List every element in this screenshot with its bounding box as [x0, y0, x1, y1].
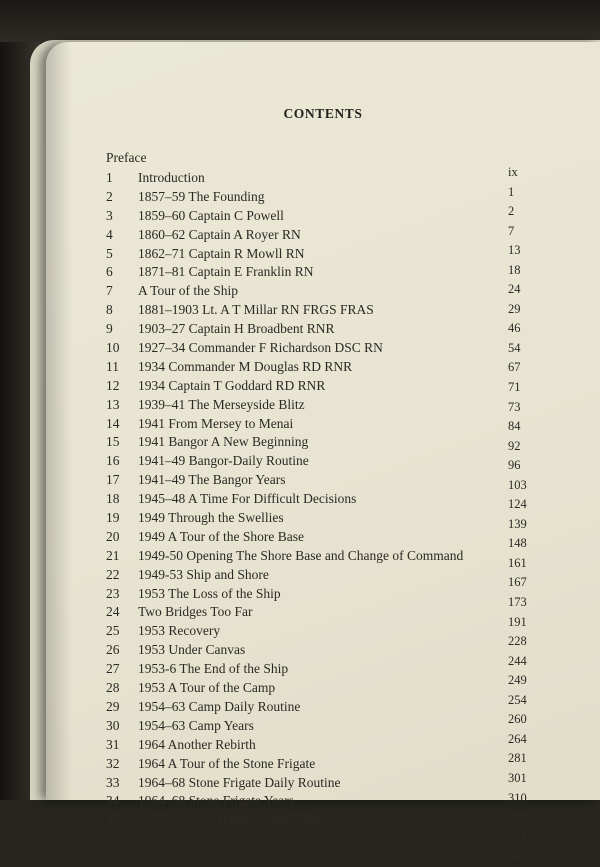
chapter-number: 5: [106, 245, 113, 261]
chapter-entry: [106, 282, 546, 301]
page-number: 191: [508, 614, 527, 629]
chapter-title: Introduction: [138, 170, 205, 185]
chapter-title: 1964–68 Stone Frigate Years: [138, 793, 294, 809]
chapter-number: 25: [106, 623, 120, 639]
chapter-title: 1862–71 Captain R Mowll RN: [138, 245, 305, 261]
chapter-number: 35: [106, 812, 120, 828]
chapter-entry: [106, 792, 546, 811]
chapter-entry: [106, 698, 546, 717]
chapter-title: 1965–69 New Hands on the Tiller: [138, 812, 322, 828]
chapter-number: 6: [106, 264, 113, 280]
page-number: 316: [508, 810, 527, 825]
chapter-number: 30: [106, 717, 120, 733]
chapter-number: 1: [106, 170, 113, 185]
chapter-entry: [106, 755, 546, 774]
chapter-title: 1934 Commander M Douglas RD RNR: [138, 358, 353, 374]
chapter-number: 27: [106, 661, 120, 677]
page-number: 167: [508, 575, 527, 590]
page-number: 254: [508, 692, 527, 707]
chapter-title: 1953 The Loss of the Ship: [138, 585, 281, 601]
chapter-title: 1881–1903 Lt. A T Millar RN FRGS FRAS: [138, 302, 374, 318]
chapter-number: 33: [106, 774, 120, 790]
chapter-number: 28: [106, 680, 120, 696]
page-number: 228: [508, 634, 527, 649]
chapter-entry: [106, 188, 546, 207]
chapter-entry: [106, 263, 546, 282]
chapter-entry: [106, 641, 546, 660]
chapter-number: 13: [106, 396, 120, 412]
chapter-number: 11: [106, 358, 119, 374]
book-page: [46, 42, 600, 864]
chapter-number: 4: [106, 226, 113, 242]
chapter-entry: [106, 396, 546, 415]
chapter-number: 2: [106, 188, 113, 204]
page-number: 148: [508, 536, 527, 551]
chapter-entry: [106, 509, 546, 528]
chapter-title: 1941–49 Bangor-Daily Routine: [138, 453, 309, 469]
chapter-entry: [106, 339, 546, 358]
chapter-title: 1949 Through the Swellies: [138, 510, 284, 526]
chapter-entry: [106, 547, 546, 566]
page-number: 331: [508, 829, 527, 844]
page-number: 301: [508, 770, 527, 785]
chapter-entry: [106, 811, 546, 830]
page-number: 54: [508, 340, 521, 355]
chapter-title: 1941 From Mersey to Menai: [138, 415, 294, 431]
chapter-title: 1953-6 The End of the Ship: [138, 661, 289, 677]
chapter-entry: [106, 452, 546, 471]
chapter-entry: [106, 301, 546, 320]
page-number: 281: [508, 751, 527, 766]
page-number: 264: [508, 731, 527, 746]
page-number: 161: [508, 555, 527, 570]
chapter-number: 26: [106, 642, 120, 658]
chapter-number: 10: [106, 340, 120, 356]
chapter-entry: [106, 528, 546, 547]
chapter-title: 1964 Another Rebirth: [138, 736, 256, 752]
chapter-entry: [106, 377, 546, 396]
chapter-entry: [106, 207, 546, 226]
chapter-number: 21: [106, 547, 120, 563]
chapter-number: 23: [106, 585, 120, 601]
chapter-number: 17: [106, 472, 120, 488]
chapter-entry: [106, 471, 546, 490]
chapter-number: 24: [106, 604, 120, 620]
chapter-title: 1860–62 Captain A Royer RN: [138, 226, 301, 242]
chapter-entry: [106, 622, 546, 641]
chapter-title: 1949-53 Ship and Shore: [138, 566, 269, 582]
page-number-column: [508, 163, 568, 867]
page-number: 84: [508, 419, 521, 434]
chapter-entry: [106, 415, 546, 434]
page-number: 18: [508, 262, 521, 277]
page-number: 24: [508, 282, 521, 297]
page-number: 341: [508, 849, 527, 864]
page-number: 67: [508, 360, 521, 375]
chapter-title: 1954–63 Camp Daily Routine: [138, 698, 301, 714]
chapter-entry: [106, 490, 546, 509]
page-number: 1: [508, 184, 515, 199]
page-number: 249: [508, 673, 527, 688]
chapter-entry: [106, 736, 546, 755]
chapter-title: Two Bridges Too Far: [138, 604, 253, 620]
page-number: 244: [508, 653, 527, 668]
chapter-title: 1954–63 Camp Years: [138, 717, 254, 733]
chapter-number: 22: [106, 566, 120, 582]
chapter-number: 14: [106, 415, 120, 431]
chapter-number: 18: [106, 491, 120, 507]
chapter-number: 19: [106, 510, 120, 526]
chapter-number: 8: [106, 302, 113, 318]
chapter-number: 20: [106, 528, 120, 544]
chapter-title: 1934 Captain T Goddard RD RNR: [138, 377, 326, 393]
chapter-number: 9: [106, 321, 113, 337]
page-number: 96: [508, 458, 521, 473]
chapter-number: 29: [106, 698, 120, 714]
chapter-number: 34: [106, 793, 120, 809]
chapter-title: 1903–27 Captain H Broadbent RNR: [138, 321, 335, 337]
page-number: 2: [508, 204, 515, 219]
preface-label: Preface: [106, 150, 147, 165]
page-number: 71: [508, 380, 521, 395]
page-number: 173: [508, 595, 527, 610]
chapter-title: 1953 A Tour of the Camp: [138, 680, 276, 696]
chapter-number: 15: [106, 434, 120, 450]
chapter-entry: [106, 660, 546, 679]
page-number: 260: [508, 712, 527, 727]
page-number: 124: [508, 497, 527, 512]
chapter-number: 12: [106, 377, 120, 393]
page-number: 103: [508, 477, 527, 492]
chapter-entry: [106, 320, 546, 339]
chapter-number: 31: [106, 736, 120, 752]
chapter-title: 1949-50 Opening The Shore Base and Change of Command: [138, 547, 464, 563]
chapter-title: 1927–34 Commander F Richardson DSC RN: [138, 340, 383, 356]
chapter-number: 32: [106, 755, 120, 771]
chapter-title: 1949 A Tour of the Shore Base: [138, 528, 305, 544]
page-number: 29: [508, 301, 521, 316]
chapter-list: [106, 169, 546, 830]
chapter-number: 16: [106, 453, 120, 469]
chapter-entry: [106, 433, 546, 452]
chapter-entry: [106, 585, 546, 604]
chapter-entry: [106, 226, 546, 245]
chapter-entry: [106, 679, 546, 698]
chapter-title: 1857–59 The Founding: [138, 188, 265, 204]
chapter-title: 1964 A Tour of the Stone Frigate: [138, 755, 316, 771]
chapter-title: 1964–68 Stone Frigate Daily Routine: [138, 774, 341, 790]
contents-heading: CONTENTS: [283, 106, 363, 121]
chapter-title: 1945–48 A Time For Difficult Decisions: [138, 491, 357, 507]
chapter-title: 1953 Recovery: [138, 623, 221, 639]
chapter-entry: [106, 245, 546, 264]
page-number: 7: [508, 223, 515, 238]
chapter-title: 1941–49 The Bangor Years: [138, 472, 286, 488]
chapter-title: 1871–81 Captain E Franklin RN: [138, 264, 314, 280]
chapter-title: 1859–60 Captain C Powell: [138, 207, 284, 223]
page-number: 13: [508, 243, 521, 258]
chapter-number: 7: [106, 283, 113, 299]
chapter-entry: [106, 717, 546, 736]
page-number: ix: [508, 165, 518, 179]
background-top: [0, 0, 600, 42]
chapter-title: A Tour of the Ship: [138, 283, 239, 299]
chapter-entry: [106, 566, 546, 585]
page-number: 92: [508, 438, 521, 453]
page-number: 310: [508, 790, 527, 805]
page-number: 73: [508, 399, 521, 414]
page-number: 139: [508, 516, 527, 531]
chapter-entry: [106, 774, 546, 793]
chapter-entry: [106, 358, 546, 377]
chapter-title: 1941 Bangor A New Beginning: [138, 434, 309, 450]
chapter-entry: [106, 603, 546, 622]
chapter-number: 3: [106, 207, 113, 223]
chapter-title: 1953 Under Canvas: [138, 642, 246, 658]
page-number: 46: [508, 321, 521, 336]
chapter-entry: [106, 169, 546, 188]
chapter-title: 1939–41 The Merseyside Blitz: [138, 396, 305, 412]
